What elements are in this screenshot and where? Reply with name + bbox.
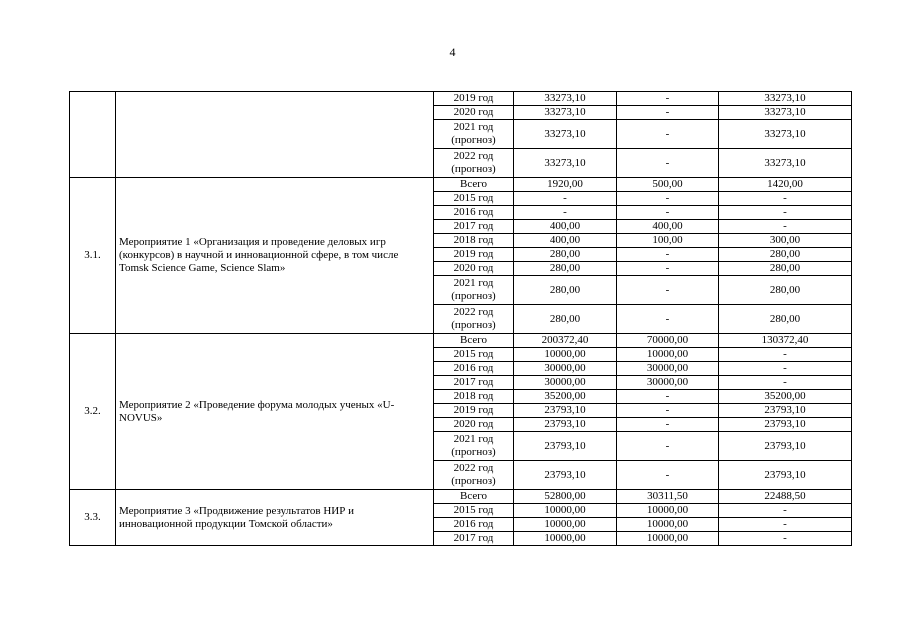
item-name-cell: Мероприятие 2 «Проведение форума молодых ученых «U-NOVUS» [116,334,434,490]
item-number-cell: 3.3. [70,490,116,546]
total-cell: 280,00 [514,305,617,334]
federal-cell: 70000,00 [617,334,719,348]
period-cell: 2018 год [434,234,514,248]
total-cell: 280,00 [514,262,617,276]
federal-cell: - [617,192,719,206]
federal-cell: - [617,92,719,106]
federal-cell: - [617,206,719,220]
total-cell: 23793,10 [514,432,617,461]
regional-cell: - [719,504,852,518]
item-number-cell [70,92,116,178]
period-cell: 2020 год [434,418,514,432]
period-cell: 2017 год [434,220,514,234]
regional-cell: 280,00 [719,276,852,305]
item-name-cell [116,92,434,178]
total-cell: 10000,00 [514,348,617,362]
period-cell: 2022 год (прогноз) [434,305,514,334]
federal-cell: 500,00 [617,178,719,192]
regional-cell: 33273,10 [719,106,852,120]
period-cell: 2016 год [434,206,514,220]
regional-cell: 280,00 [719,248,852,262]
regional-cell: 33273,10 [719,149,852,178]
federal-cell: - [617,149,719,178]
period-cell: 2019 год [434,248,514,262]
table-row [70,178,852,192]
federal-cell: - [617,120,719,149]
period-cell: 2021 год (прогноз) [434,120,514,149]
federal-cell: 30311,50 [617,490,719,504]
regional-cell: - [719,348,852,362]
federal-cell: - [617,404,719,418]
regional-cell: - [719,192,852,206]
regional-cell: 280,00 [719,262,852,276]
total-cell: 33273,10 [514,120,617,149]
regional-cell: - [719,220,852,234]
regional-cell: 280,00 [719,305,852,334]
period-cell: 2017 год [434,532,514,546]
total-cell: 280,00 [514,276,617,305]
total-cell: 52800,00 [514,490,617,504]
period-cell: 2019 год [434,404,514,418]
regional-cell: 23793,10 [719,404,852,418]
budget-table [69,91,852,546]
regional-cell: - [719,518,852,532]
total-cell: 23793,10 [514,418,617,432]
federal-cell: 30000,00 [617,362,719,376]
item-number-cell: 3.2. [70,334,116,490]
period-cell: 2021 год (прогноз) [434,432,514,461]
period-cell: 2016 год [434,518,514,532]
period-cell: 2018 год [434,390,514,404]
period-cell: 2015 год [434,504,514,518]
total-cell: 200372,40 [514,334,617,348]
regional-cell: 23793,10 [719,418,852,432]
regional-cell: - [719,362,852,376]
period-cell: 2020 год [434,262,514,276]
total-cell: - [514,206,617,220]
total-cell: 30000,00 [514,362,617,376]
period-cell: 2015 год [434,192,514,206]
regional-cell: 23793,10 [719,432,852,461]
federal-cell: 10000,00 [617,348,719,362]
period-cell: Всего [434,178,514,192]
item-name-cell: Мероприятие 1 «Организация и проведение деловых игр (конкурсов) в научной и инновационной сфере, в том числе Tomsk Science Game, Science Slam» [116,178,434,334]
regional-cell: 33273,10 [719,92,852,106]
regional-cell: - [719,376,852,390]
federal-cell: 30000,00 [617,376,719,390]
total-cell: 23793,10 [514,461,617,490]
federal-cell: - [617,305,719,334]
regional-cell: 130372,40 [719,334,852,348]
federal-cell: 100,00 [617,234,719,248]
table-row [70,334,852,348]
federal-cell: - [617,390,719,404]
table-row [70,490,852,504]
federal-cell: - [617,418,719,432]
federal-cell: 10000,00 [617,518,719,532]
item-name-cell: Мероприятие 3 «Продвижение результатов НИР и инновационной продукции Томской области» [116,490,434,546]
federal-cell: 10000,00 [617,532,719,546]
regional-cell: 22488,50 [719,490,852,504]
regional-cell: 1420,00 [719,178,852,192]
federal-cell: - [617,248,719,262]
total-cell: 35200,00 [514,390,617,404]
period-cell: 2022 год (прогноз) [434,461,514,490]
period-cell: 2015 год [434,348,514,362]
period-cell: 2019 год [434,92,514,106]
federal-cell: 400,00 [617,220,719,234]
period-cell: 2020 год [434,106,514,120]
total-cell: 10000,00 [514,518,617,532]
period-cell: 2016 год [434,362,514,376]
total-cell: - [514,192,617,206]
regional-cell: 35200,00 [719,390,852,404]
regional-cell: 300,00 [719,234,852,248]
period-cell: 2021 год (прогноз) [434,276,514,305]
total-cell: 1920,00 [514,178,617,192]
regional-cell: 33273,10 [719,120,852,149]
total-cell: 33273,10 [514,92,617,106]
regional-cell: 23793,10 [719,461,852,490]
item-number-cell: 3.1. [70,178,116,334]
table-row [70,92,852,106]
total-cell: 10000,00 [514,532,617,546]
total-cell: 280,00 [514,248,617,262]
federal-cell: 10000,00 [617,504,719,518]
federal-cell: - [617,262,719,276]
total-cell: 400,00 [514,234,617,248]
total-cell: 23793,10 [514,404,617,418]
page-number: 4 [449,45,456,59]
total-cell: 33273,10 [514,106,617,120]
period-cell: 2017 год [434,376,514,390]
period-cell: Всего [434,334,514,348]
federal-cell: - [617,106,719,120]
total-cell: 30000,00 [514,376,617,390]
total-cell: 10000,00 [514,504,617,518]
federal-cell: - [617,461,719,490]
regional-cell: - [719,532,852,546]
total-cell: 33273,10 [514,149,617,178]
federal-cell: - [617,276,719,305]
period-cell: Всего [434,490,514,504]
regional-cell: - [719,206,852,220]
total-cell: 400,00 [514,220,617,234]
federal-cell: - [617,432,719,461]
period-cell: 2022 год (прогноз) [434,149,514,178]
